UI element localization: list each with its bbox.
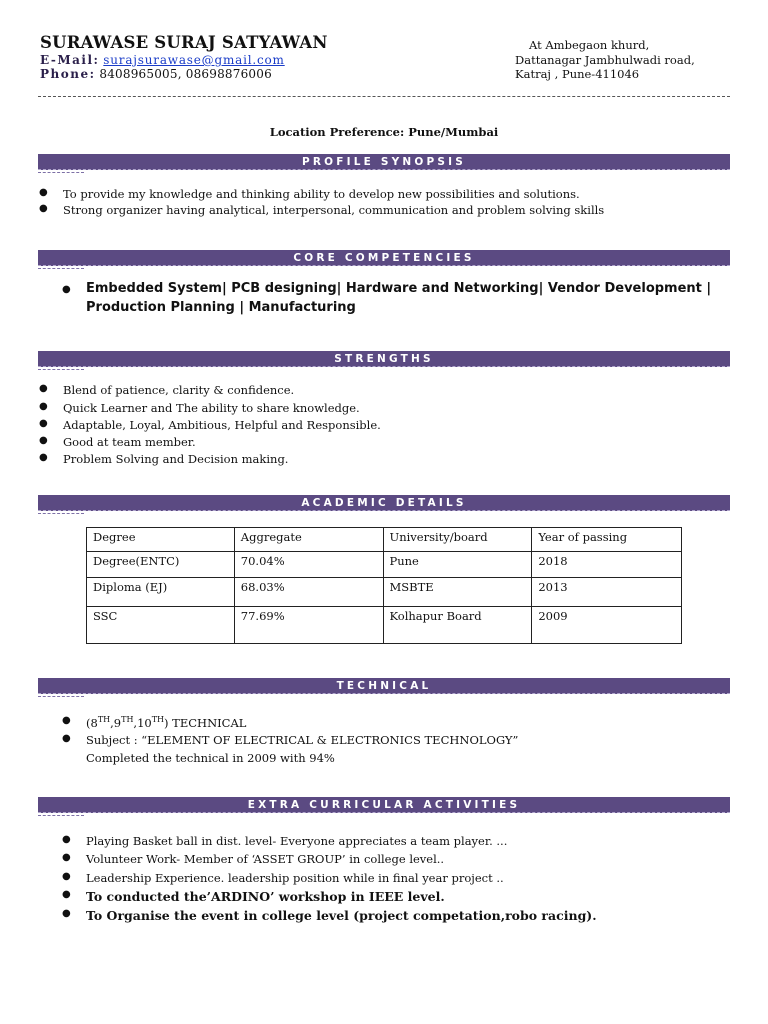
bullet-icon: ●: [62, 871, 71, 882]
section-header-academic: [38, 495, 730, 511]
section-tab-line: [38, 172, 84, 173]
section-header-strengths: [38, 351, 730, 367]
bullet-icon: ●: [62, 908, 71, 919]
bullet-icon: ●: [62, 852, 71, 863]
bullet-icon: ●: [39, 435, 48, 446]
phone-line: [40, 67, 272, 81]
section-header-profile: [38, 154, 730, 170]
bullet-icon: ●: [39, 187, 48, 198]
grade-text: ) TECHNICAL: [164, 715, 247, 730]
section-tab-line: [38, 369, 84, 370]
list-item-text: Problem Solving and Decision making.: [63, 452, 289, 466]
grade-text: ,9: [110, 715, 122, 730]
ordinal-suffix: TH: [97, 715, 111, 724]
column-header: Year of passing: [532, 528, 682, 552]
bullet-icon: ●: [39, 418, 48, 429]
list-item-text: Good at team member.: [63, 435, 196, 449]
technical-subject: Subject : “ELEMENT OF ELECTRICAL & ELECTRONICS TECHNOLOGY”: [86, 733, 519, 747]
section-title: CORE COMPETENCIES: [293, 252, 475, 264]
table-cell: 2013: [532, 578, 682, 607]
column-header: Degree: [87, 528, 235, 552]
table-header-row: [87, 528, 682, 552]
phone-number: 8408965005, 08698876006: [99, 67, 272, 81]
bullet-icon: ●: [62, 715, 71, 726]
section-title: PROFILE SYNOPSIS: [301, 156, 467, 168]
list-item-text: Leadership Experience. leadership position while in final year project ..: [86, 871, 504, 885]
list-item-text: Adaptable, Loyal, Ambitious, Helpful and Responsible.: [63, 418, 381, 432]
header-divider: [38, 96, 730, 97]
list-item-text: To conducted the’ARDINO’ workshop in IEEE level.: [86, 889, 445, 904]
technical-grades: [86, 715, 246, 730]
list-item-text: Volunteer Work- Member of ‘ASSET GROUP’ in college level..: [86, 852, 445, 866]
address-line-3: Katraj , Pune-411046: [515, 67, 640, 81]
bullet-icon: ●: [62, 834, 71, 845]
grade-text: ,10: [133, 715, 152, 730]
section-header-technical: [38, 678, 730, 694]
competency-line-2: Production Planning | Manufacturing: [86, 300, 356, 315]
table-row: [87, 578, 682, 607]
table-cell: Kolhapur Board: [383, 607, 532, 644]
technical-completed: Completed the technical in 2009 with 94%: [86, 751, 335, 765]
column-header: Aggregate: [234, 528, 383, 552]
table-row: [87, 552, 682, 578]
section-title: EXTRA CURRICULAR ACTIVITIES: [247, 799, 521, 811]
column-header: University/board: [383, 528, 532, 552]
table-cell: Diploma (EJ): [87, 578, 235, 607]
list-item-text: Blend of patience, clarity & confidence.: [63, 383, 295, 397]
list-item-text: To provide my knowledge and thinking ability to develop new possibilities and solutions.: [63, 187, 580, 201]
bullet-icon: ●: [39, 203, 48, 214]
table-cell: 2009: [532, 607, 682, 644]
ordinal-suffix: TH: [151, 715, 165, 724]
table-cell: SSC: [87, 607, 235, 644]
bullet-icon: ●: [39, 401, 48, 412]
section-tab-line: [38, 513, 84, 514]
table-cell: Pune: [383, 552, 532, 578]
ordinal-suffix: TH: [121, 715, 134, 724]
academic-table: [86, 527, 682, 644]
section-header-extra: [38, 797, 730, 813]
address-line-1: At Ambegaon khurd,: [529, 38, 650, 52]
bullet-icon: ●: [62, 733, 71, 744]
list-item-text: To Organise the event in college level (project competation,robo racing).: [86, 908, 597, 923]
email-line: [40, 53, 285, 67]
list-item-text: Strong organizer having analytical, interpersonal, communication and problem solving skills: [63, 203, 605, 217]
section-tab-line: [38, 815, 84, 816]
section-tab-line: [38, 696, 84, 697]
bullet-icon: ●: [62, 889, 71, 900]
email-label: E-Mail:: [40, 53, 100, 67]
list-item-text: Quick Learner and The ability to share knowledge.: [63, 401, 360, 415]
table-cell: Degree(ENTC): [87, 552, 235, 578]
table-row: [87, 607, 682, 644]
bullet-icon: ●: [62, 284, 71, 295]
phone-label: Phone:: [40, 67, 96, 81]
section-header-competencies: [38, 250, 730, 266]
table-cell: MSBTE: [383, 578, 532, 607]
section-tab-line: [38, 268, 84, 269]
table-cell: 68.03%: [234, 578, 383, 607]
section-title: STRENGTHS: [334, 353, 434, 365]
table-cell: 77.69%: [234, 607, 383, 644]
address-line-2: Dattanagar Jambhulwadi road,: [515, 53, 695, 67]
section-title: ACADEMIC DETAILS: [301, 497, 467, 509]
list-item-text: Playing Basket ball in dist. level- Everyone appreciates a team player. ...: [86, 834, 508, 848]
competency-line-1: Embedded System| PCB designing| Hardware and Networking| Vendor Development |: [86, 281, 712, 296]
grade-text: (8: [86, 715, 98, 730]
table-cell: 2018: [532, 552, 682, 578]
table-cell: 70.04%: [234, 552, 383, 578]
bullet-icon: ●: [39, 383, 48, 394]
bullet-icon: ●: [39, 452, 48, 463]
section-title: TECHNICAL: [336, 680, 432, 692]
email-link[interactable]: surajsurawase@gmail.com: [103, 53, 285, 67]
location-preference: Location Preference: Pune/Mumbai: [269, 125, 499, 139]
candidate-name: SURAWASE SURAJ SATYAWAN: [40, 33, 328, 52]
